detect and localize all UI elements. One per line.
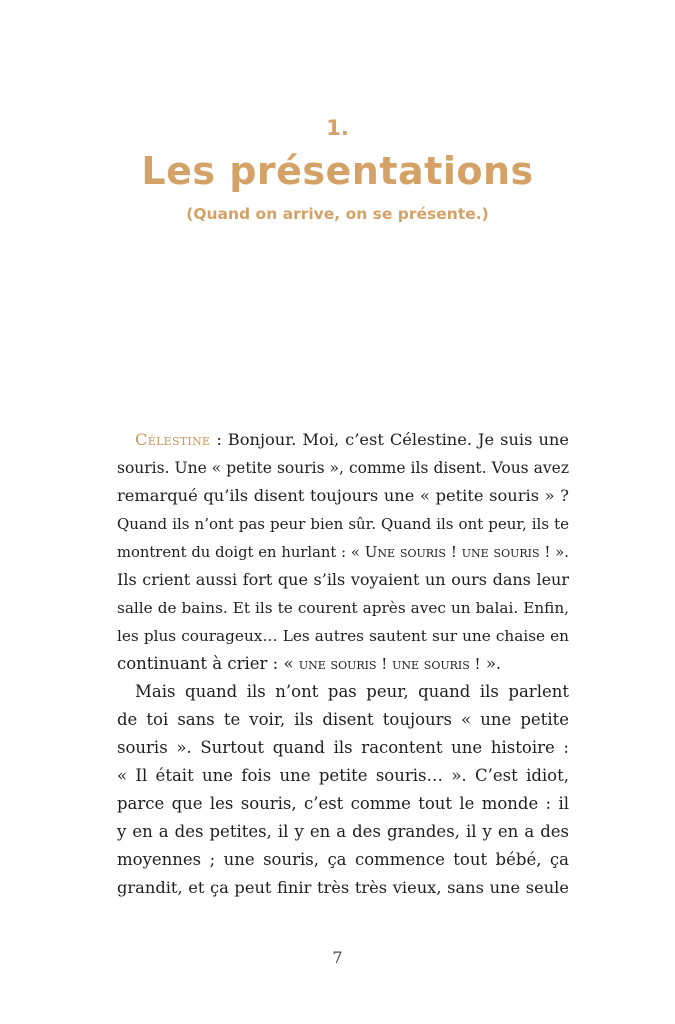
text-span: ». [480,654,502,673]
text-span: continuant à crier : « [117,654,299,673]
text-line: grandit, et ça peut finir très très vieux, sans une seule [117,878,569,897]
text-line: y en a des petites, il y en a des grandes, il y en a des [117,822,569,841]
text-line: Quand ils n’ont pas peur bien sûr. Quand ils ont peur, ils te [117,515,569,533]
text-line: remarqué qu’ils disent toujours une « petite souris » ? [117,486,569,505]
text-line: moyennes ; une souris, ça commence tout bébé, ça [117,850,569,869]
small-caps-span: Une souris ! une souris ! [364,543,551,561]
text-span: ». [550,544,569,561]
text-line: salle de bains. Et ils te courent après avec un balai. Enfin, [117,599,569,617]
text-line [117,650,569,678]
chapter-title: Les présentations [141,149,534,193]
text-line: souris. Une « petite souris », comme ils disent. Vous avez [117,459,569,477]
text-line: les plus courageux… Les autres sautent sur une chaise en [117,627,569,645]
small-caps-span: une souris ! une souris ! [298,655,481,673]
text-line: parce que les souris, c’est comme tout le monde : il [117,794,569,813]
body-text [117,426,569,902]
text-span: : Bonjour. Moi, c’est Célestine. Je suis une [210,430,569,449]
text-line: « Il était une fois une petite souris… ». C’est idiot, [117,766,569,785]
text-line: de toi sans te voir, ils disent toujours « une petite [117,710,569,729]
text-line: Ils crient aussi fort que s’ils voyaient un ours dans leur [117,570,569,589]
speaker-name: Célestine [135,430,211,449]
chapter-number: 1. [326,116,349,140]
text-line [117,538,569,566]
page-number: 7 [332,948,343,967]
text-line: Mais quand ils n’ont pas peur, quand ils parlent [135,682,569,701]
text-line: souris ». Surtout quand ils racontent une histoire : [117,738,569,757]
text-line [117,426,569,454]
text-span: montrent du doigt en hurlant : « [117,544,365,561]
chapter-subtitle: (Quand on arrive, on se présente.) [186,205,489,223]
